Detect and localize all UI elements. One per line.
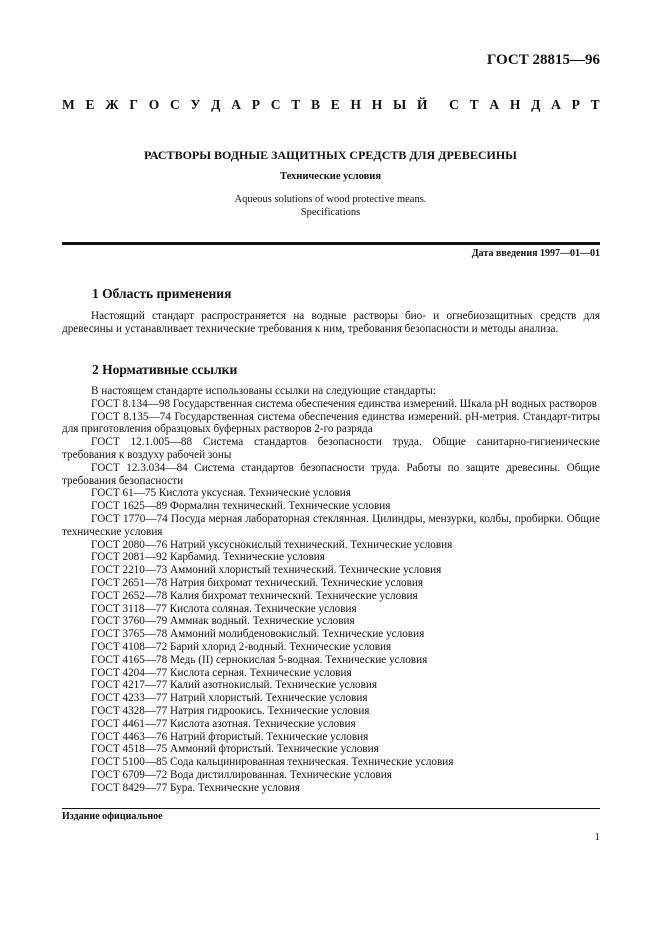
standard-type-letter: Н (350, 97, 362, 112)
reference-item: ГОСТ 8429—77 Бура. Технические условия (91, 781, 300, 794)
standard-type-letter: Н (371, 97, 383, 112)
reference-item: ГОСТ 3118—77 Кислота соляная. Технические условия (91, 602, 357, 615)
standard-type (62, 97, 600, 113)
standard-type-letter: А (489, 97, 500, 112)
references-intro: В настоящем стандарте использованы ссылки на следующие стандарты: (91, 385, 436, 397)
standard-type-letter: Т (291, 97, 301, 112)
reference-item: ГОСТ 6709—72 Вода дистиллированная. Технические условия (91, 768, 392, 781)
section-2-heading: 2 Нормативные ссылки (92, 362, 238, 377)
english-title-line: Specifications (300, 206, 361, 218)
document-title: РАСТВОРЫ ВОДНЫЕ ЗАЩИТНЫХ СРЕДСТВ ДЛЯ ДРЕВЕСИНЫ (144, 148, 517, 162)
reference-item: ГОСТ 2652—78 Калия бихромат технический. Технические условия (91, 589, 418, 602)
reference-item: ГОСТ 8.135—74 Государственная система обеспечения единства измерений. рН-метрия. Стандарт-титры для приготовления образцовых буферных растворов 2-го разряда (62, 410, 600, 436)
reference-item: ГОСТ 12.1.005—88 Система стандартов безопасности труда. Общие санитарно-гигиенические требования к воздуху рабочей зоны (62, 436, 600, 461)
reference-item: ГОСТ 2080—76 Натрий уксуснокислый технический. Технические условия (91, 538, 453, 551)
reference-item: ГОСТ 8.134—98 Государственная система обеспечения единства измерений. Шкала pH водных растворов (91, 397, 597, 410)
gost-number: ГОСТ 28815—96 (486, 52, 600, 68)
standard-type-letter: М (62, 97, 75, 112)
standard-type-letter: Н (509, 97, 521, 112)
standard-type-letter: Ы (393, 97, 407, 112)
standard-type-letter: Р (571, 97, 580, 112)
standard-type-letter: В (310, 97, 320, 112)
reference-item: ГОСТ 3760—79 Аммиак водный. Технические условия (91, 615, 355, 628)
page-number: 1 (594, 831, 600, 843)
footer-rule (62, 808, 600, 809)
header-rule (62, 242, 600, 245)
reference-item: ГОСТ 4204—77 Кислота серная. Технические условия (91, 666, 352, 679)
standard-type-letter: Й (417, 97, 428, 112)
standard-type-letter: А (231, 97, 241, 112)
standard-type-letter: С (169, 97, 180, 112)
reference-item: ГОСТ 1770—74 Посуда мерная лабораторная стеклянная. Цилиндры, мензурки, колбы, пробирки. Общие технические условия (62, 512, 600, 538)
standard-type-letter: Т (469, 97, 479, 112)
reference-item: ГОСТ 12.3.034—84 Система стандартов безопасности труда. Работы по защите древесины. Общие требования безопасности (62, 461, 600, 487)
standard-type-letter: У (190, 97, 201, 112)
reference-item: ГОСТ 61—75 Кислота уксусная. Технические условия (91, 487, 351, 500)
standard-type-letter: С (449, 97, 459, 112)
reference-item: ГОСТ 4328—77 Натрия гидроокись. Технические условия (91, 704, 370, 717)
reference-item: ГОСТ 4463—76 Натрий фтористый. Технические условия (91, 730, 369, 743)
section-1-text (62, 310, 600, 336)
reference-item: ГОСТ 3765—78 Аммоний молибденовокислый. Технические условия (91, 628, 425, 641)
standard-type-letter: Д (211, 97, 221, 112)
edition-label: Издание официальное (62, 811, 163, 822)
standard-type-letter: Р (251, 97, 260, 112)
reference-item: ГОСТ 2081—92 Карбамид. Технические условия (91, 551, 325, 564)
references-list (62, 385, 600, 795)
reference-item: ГОСТ 5100—85 Сода кальцинированная техническая. Технические условия (91, 756, 454, 769)
standard-type-letter: Е (330, 97, 340, 112)
document-subtitle: Технические условия (279, 171, 382, 182)
reference-item: ГОСТ 4233—77 Натрий хлористый. Технические условия (91, 692, 368, 705)
standard-type-letter: Ж (105, 97, 119, 112)
reference-item: ГОСТ 1625—89 Формалин технический. Технические условия (91, 500, 391, 513)
reference-item: ГОСТ 2210—73 Аммоний хлористый технический. Технические условия (91, 564, 442, 577)
standard-type-letter: О (148, 97, 160, 112)
reference-item: ГОСТ 4108—72 Барий хлорид 2-водный. Технические условия (91, 640, 392, 653)
reference-item: ГОСТ 2651—78 Натрия бихромат технический. Технические условия (91, 576, 424, 589)
standard-type-letter: Т (590, 97, 600, 112)
standard-type-letter: А (551, 97, 561, 112)
standard-type-letter: Д (531, 97, 541, 112)
english-title-line: Aqueous solutions of wood protective means. (234, 194, 427, 205)
section-1-paragraph: Настоящий стандарт распространяется на водные растворы био- и огнебиозащитных средств для древесины и устанавливает технические требования к ним, требования безопасности и методы анализа. (62, 310, 600, 335)
english-title (0, 194, 661, 219)
reference-item: ГОСТ 4461—77 Кислота азотная. Технические условия (91, 717, 356, 730)
intro-date: Дата введения 1997—01—01 (471, 248, 600, 259)
section-1-heading: 1 Область применения (92, 286, 232, 301)
reference-item: ГОСТ 4217—77 Калий азотнокислый. Технические условия (91, 679, 378, 692)
standard-type-letter: Е (85, 97, 95, 112)
standard-type-letter: С (270, 97, 281, 112)
reference-item: ГОСТ 4518—75 Аммоний фтористый. Технические условия (91, 743, 379, 756)
standard-type-letter: Г (129, 97, 138, 112)
reference-item: ГОСТ 4165—78 Медь (II) сернокислая 5-водная. Технические условия (91, 653, 428, 666)
